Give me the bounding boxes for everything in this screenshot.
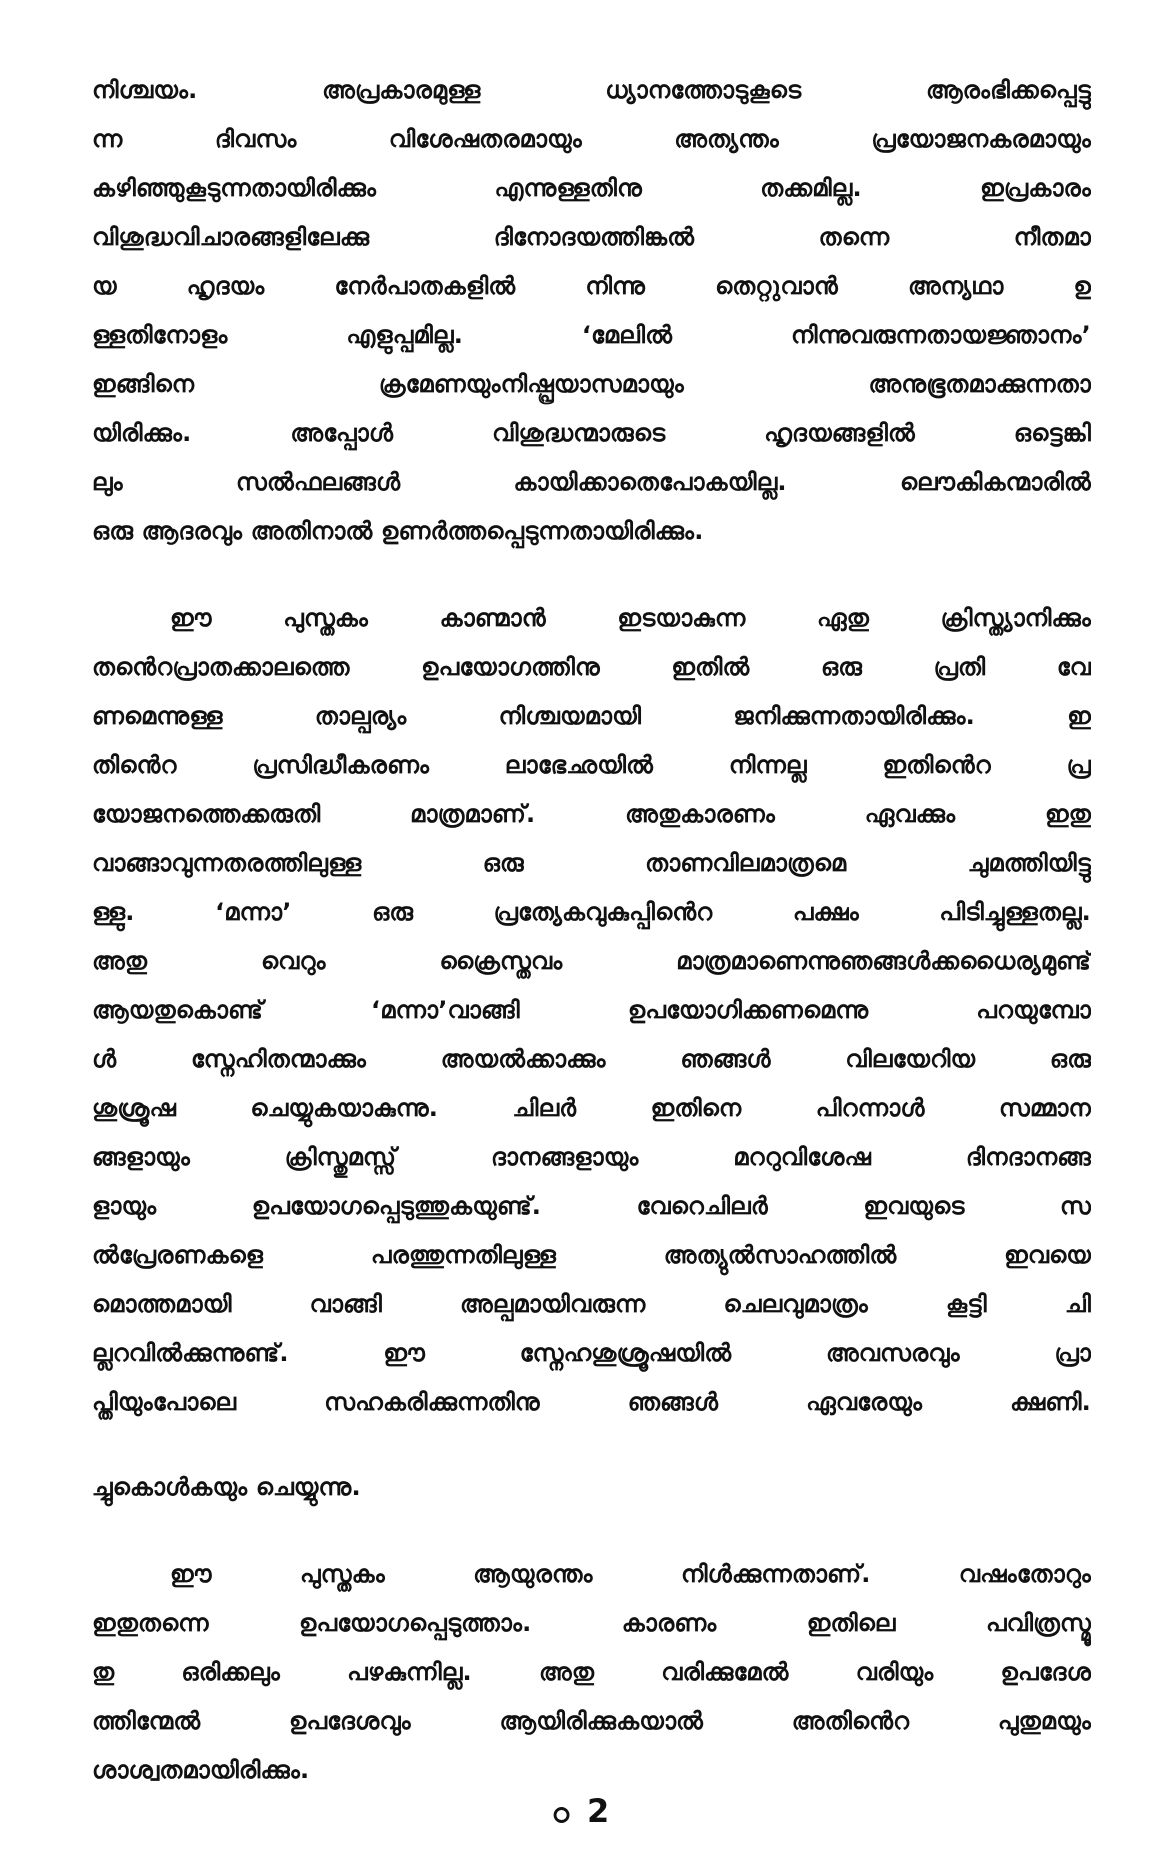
text-line: വാങ്ങാവുന്നതരത്തിലുള്ള ഒരു താണവിലമാത്രമെ ചുമത്തിയിട്ടു [92,851,1091,877]
text-line: ഈ പുസ്തകം ആയുരന്തം നിൾക്കുന്നതാണ്. വഷംതോറും [170,1562,1091,1588]
text-line: ത്തിന്മേൽ ഉപദേശവും ആയിരിക്കുകയാൽ അതിൻെറ പുതുമയും [92,1709,1091,1735]
paragraph-3 [92,1475,1091,1524]
text-line: ആയതുകൊണ്ട് ‘മന്നാ’വാങ്ങി ഉപയോഗിക്കണമെന്നു പറയുമ്പോ [92,998,1091,1024]
text-line: മൊത്തമായി വാങ്ങി അല്പമായിവരുന്ന ചെലവുമാത്രം കൂട്ടി ചി [92,1292,1091,1318]
text-line: യോജനത്തെക്കരുതി മാത്രമാണ്. അതുകാരണം ഏവക്കും ഇതു [92,802,1091,828]
paragraph-spacer [92,1439,1091,1475]
paragraph-spacer [92,1524,1091,1562]
text-line: നിശ്ചയം. അപ്രകാരമുള്ള ധ്യാനത്തോടുകൂടെ ആരംഭിക്കപ്പെട്ടു [92,78,1091,104]
text-line: ൾ സ്നേഹിതന്മാക്കും അയൽക്കാക്കും ഞങ്ങൾ വിലയേറിയ ഒരു [92,1047,1091,1073]
paragraph-spacer [92,568,1091,606]
text-line: യിരിക്കും. അപ്പോൾ വിശുദ്ധന്മാരുടെ ഹൃദയങ്ങളിൽ ഒട്ടെങ്കി [92,421,1091,447]
paragraph-4 [92,1562,1091,1807]
text-line: ങ്ങളായും ക്രിസ്തുമസ്സ് ദാനങ്ങളായും മററുവിശേഷ ദിനദാനങ്ങ [92,1145,1091,1171]
text-line: ഈ പുസ്തകം കാണ്മാൻ ഇടയാകുന്ന ഏതു ക്രിസ്ത്യാനിക്കും [170,606,1091,632]
paragraph-2 [92,606,1091,1439]
text-line: ന്ന ദിവസം വിശേഷതരമായും അത്യന്തം പ്രയോജനകരമായും [92,127,1091,153]
page-footer [0,1792,1161,1830]
text-line: വിശുദ്ധവിചാരങ്ങളിലേക്കു ദിനോദയത്തിങ്കൽ തന്നെ നീതമാ [92,225,1091,251]
text-line: ല്ലറവിൽക്കുന്നുണ്ട്. ഈ സ്നേഹശുശ്രൂഷയിൽ അവസരവും പ്രാ [92,1341,1091,1367]
text-line: കഴിഞ്ഞുകൂടുന്നതായിരിക്കും എന്നുള്ളതിനു തക്കമില്ല. ഇപ്രകാരം [92,176,1091,202]
text-line: ള്ളു. ‘മന്നാ’ ഒരു പ്രത്യേകവുകുപ്പിൻെറ പക്ഷം പിടിച്ചുള്ളതല്ല. [92,900,1091,926]
text-line: ൽപ്രേരണകളെ പരത്തുന്നതിലുള്ള അത്യുൽസാഹത്തിൽ ഇവയെ [92,1243,1091,1269]
paragraph-1 [92,78,1091,568]
text-line: പ്തിയുംപോലെ സഹകരിക്കുന്നതിനു ഞങ്ങൾ ഏവരേയും ക്ഷണി. [92,1390,1091,1416]
signature-mark: ഠ [551,1799,570,1829]
text-line: തു ഒരിക്കലും പഴകുന്നില്ല. അതു വരിക്കുമേൽ വരിയും ഉപദേശ [92,1660,1091,1686]
text-line: ശാശ്വതമായിരിക്കും. [92,1758,310,1784]
text-line: ശുശ്രൂഷ ചെയ്യുകയാകുന്നു. ചിലർ ഇതിനെ പിറന്നാൾ സമ്മാന [92,1096,1091,1122]
text-line: ച്ചുകൊൾകയും ചെയ്യുന്നു. [92,1475,361,1501]
text-line: തിൻെറ പ്രസിദ്ധീകരണം ലാഭേഛയിൽ നിന്നല്ല ഇതിൻെറ പ്ര [92,753,1091,779]
text-line: ണമെന്നുള്ള താല്പര്യം നിശ്ചയമായി ജനിക്കുന്നതായിരിക്കും. ഇ [92,704,1091,730]
text-line: ഒരു ആദരവും അതിനാൽ ഉണർത്തപ്പെടുന്നതായിരിക്കും. [92,519,704,545]
text-line: ള്ളതിനോളം എളുപ്പമില്ല. ‘മേലിൽ നിന്നുവരുന്നതായജ്ഞാനം’ [92,323,1091,349]
text-line: ഇതുതന്നെ ഉപയോഗപ്പെടുത്താം. കാരണം ഇതിലെ പവിത്രസ്മൂ [92,1611,1091,1637]
text-line: ഇങ്ങിനെ ക്രമേണയുംനിഷ്പ്രയാസമായും അനുഭൂതമാക്കുന്നതാ [92,372,1091,398]
text-line: തൻെറപ്രാതക്കാലത്തെ ഉപയോഗത്തിനു ഇതിൽ ഒരു പ്രതി വേ [92,655,1091,681]
text-line: അതു വെറും ക്രൈസ്തവം മാത്രമാണെന്നുഞങ്ങൾക്കധൈര്യമുണ്ട് [92,949,1091,975]
page-number: 2 [587,1792,610,1830]
text-line: ലും സൽഫലങ്ങൾ കായിക്കാതെപോകയില്ല. ലൌകികന്മാരിൽ [92,470,1091,496]
text-line: യ ഹൃദയം നേർപാതകളിൽ നിന്നു തെറ്റുവാൻ അന്യഥാ ഉ [92,274,1091,300]
text-line: ളായും ഉപയോഗപ്പെടുത്തുകയുണ്ട്. വേറെചിലർ ഇവയുടെ സ [92,1194,1091,1220]
